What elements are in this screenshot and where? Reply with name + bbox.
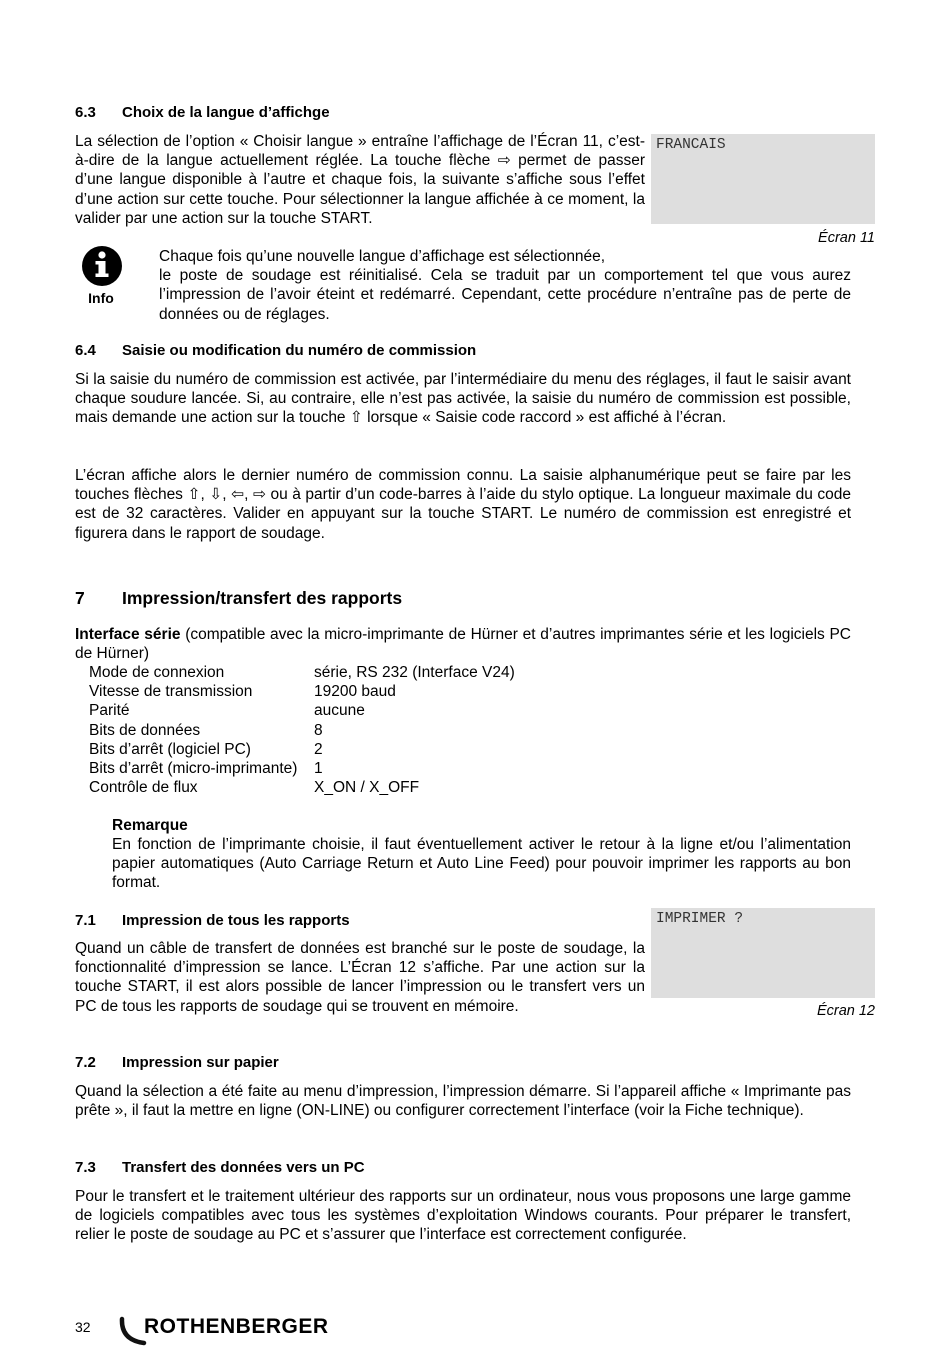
- section-number: 7.2: [75, 1054, 96, 1071]
- page-number: 32: [75, 1319, 91, 1335]
- section-7-3-body: Pour le transfert et le traitement ultérieur des rapports sur un ordinateur, nous vous proposons une large gamme de logiciels compatibles avec tous les systèmes d’exploitation Windows courants. Pour préparer le transfert, relier le poste de soudage au PC et s’assurer que l’interface est correctement configurée.: [75, 1188, 851, 1244]
- section-6-3-heading: [75, 103, 330, 122]
- chapter-number: 7: [75, 588, 85, 608]
- section-6-4-paragraph-2: L’écran affiche alors le dernier numéro de commission connu. La saisie alphanumérique peut se faire par les touches flèches ⇧, ⇩, ⇦, ⇨ ou à partir d’un code-barres à l’aide du stylo optique. La longueur maximale du code est de 32 caractères. Valider en appuyant sur la touche START. Le numéro de commission est enregistré et figurera dans le rapport de soudage.: [75, 467, 851, 542]
- spec-row: [89, 701, 515, 720]
- spec-row: [89, 721, 515, 740]
- serial-interface-label: Interface série: [75, 626, 181, 643]
- remark-text: En fonction de l’imprimante choisie, il faut éventuellement activer le retour à la ligne et/ou l’alimentation papier automatiques (Auto Carriage Return et Auto Line Feed) pour pouvoir imprimer les rapports au bon format.: [112, 836, 851, 892]
- spec-value: 19200 baud: [314, 683, 396, 701]
- spec-row: [89, 759, 515, 778]
- chapter-title: Impression/transfert des rapports: [122, 588, 403, 608]
- spec-key: Bits d’arrêt (micro-imprimante): [89, 760, 298, 778]
- spec-key: Contrôle de flux: [89, 779, 198, 797]
- screen-text: FRANCAIS: [656, 137, 726, 153]
- spec-value: 1: [314, 760, 323, 778]
- spec-value: 8: [314, 721, 323, 739]
- spec-value: série, RS 232 (Interface V24): [314, 664, 515, 681]
- brand-name: ROTHENBERGER: [144, 1315, 329, 1338]
- section-title: Transfert des données vers un PC: [122, 1159, 365, 1176]
- section-7-1-heading: [75, 911, 350, 930]
- chapter-7-heading: [75, 589, 402, 608]
- section-6-4-heading: [75, 341, 476, 360]
- info-note: [159, 247, 851, 324]
- spec-key: Vitesse de transmission: [89, 683, 253, 701]
- info-label: Info: [88, 290, 114, 306]
- section-6-3-body: La sélection de l’option « Choisir langue » entraîne l’affichage de l’Écran 11, c’est-à-dire de la langue actuellement réglée. La touche flèche ⇨ permet de passer d’une langue disponible à l’autre et chaque fois, la suivante s’affiche sous l’effet d’une action sur cette touche. Pour sélectionner la langue affichée à ce moment, la valider par une action sur la touche START.: [75, 133, 645, 227]
- spec-row: [89, 663, 515, 682]
- section-title: Impression sur papier: [122, 1054, 279, 1071]
- serial-interface-intro: [75, 625, 851, 663]
- screen-11-caption: Écran 11: [818, 230, 875, 246]
- section-7-3-heading: [75, 1158, 365, 1177]
- spec-key: Bits d’arrêt (logiciel PC): [89, 740, 251, 758]
- screen-12-caption: Écran 12: [816, 1003, 875, 1019]
- section-7-2-body: Quand la sélection a été faite au menu d’impression, l’impression démarre. Si l’appareil affiche « Imprimante pas prête », il faut la mettre en ligne (ON-LINE) ou configurer correctement l’interface (voir la Fiche technique).: [75, 1083, 851, 1120]
- section-number: 7.3: [75, 1159, 96, 1176]
- serial-spec-table: [89, 663, 515, 797]
- spec-key: Bits de données: [89, 721, 201, 739]
- section-title: Saisie ou modification du numéro de commission: [122, 342, 477, 359]
- section-title: Impression de tous les rapports: [122, 912, 350, 929]
- info-icon: [80, 244, 124, 288]
- spec-row: [89, 740, 515, 759]
- section-7-1-body: Quand un câble de transfert de données est branché sur le poste de soudage, la fonctionnalité d’impression se lance. L’Écran 12 s’affiche. Par une action sur la touche START, il est alors possible de lancer l’impression ou le transfert vers un PC de tous les rapports de soudage qui se trouvent en mémoire.: [75, 940, 645, 1015]
- spec-value: 2: [314, 740, 323, 758]
- section-7-2-heading: [75, 1053, 279, 1072]
- spec-key: Parité: [89, 702, 130, 720]
- section-title: Choix de la langue d’affichge: [122, 104, 330, 121]
- remark-title: Remarque: [112, 817, 188, 834]
- section-number: 6.4: [75, 342, 96, 359]
- screen-text: IMPRIMER ?: [656, 911, 744, 927]
- info-note-text: le poste de soudage est réinitialisé. Cela se traduit par un comportement tel que vous aurez l’impression de l’avoir éteint et redémarré. Cependant, cette procédure n’entraîne pas de perte de données ou de réglages.: [159, 267, 851, 323]
- display-screen-12: [651, 908, 875, 998]
- section-6-4-paragraph-1: Si la saisie du numéro de commission est activée, par l’intermédiaire du menu des réglages, il faut le saisir avant chaque soudure lancée. Si, au contraire, elle n’est pas activée, la saisie du numéro de commission est possible, mais demande une action sur la touche ⇧ lorsque « Saisie code raccord » est affiché à l’écran.: [75, 371, 851, 427]
- info-note-first-line: Chaque fois qu’une nouvelle langue d’affichage est sélectionnée,: [159, 248, 606, 265]
- spec-row: [89, 778, 515, 797]
- section-number: 7.1: [75, 912, 96, 929]
- serial-interface-text: (compatible avec la micro-imprimante de Hürner et d’autres imprimantes série et les logiciels PC de Hürner): [75, 626, 851, 663]
- spec-value: X_ON / X_OFF: [314, 779, 420, 797]
- display-screen-11: [651, 134, 875, 224]
- rothenberger-logo: [118, 1314, 348, 1348]
- spec-key: Mode de connexion: [89, 664, 225, 681]
- spec-row: [89, 682, 515, 701]
- section-number: 6.3: [75, 104, 96, 121]
- spec-value: aucune: [314, 702, 365, 720]
